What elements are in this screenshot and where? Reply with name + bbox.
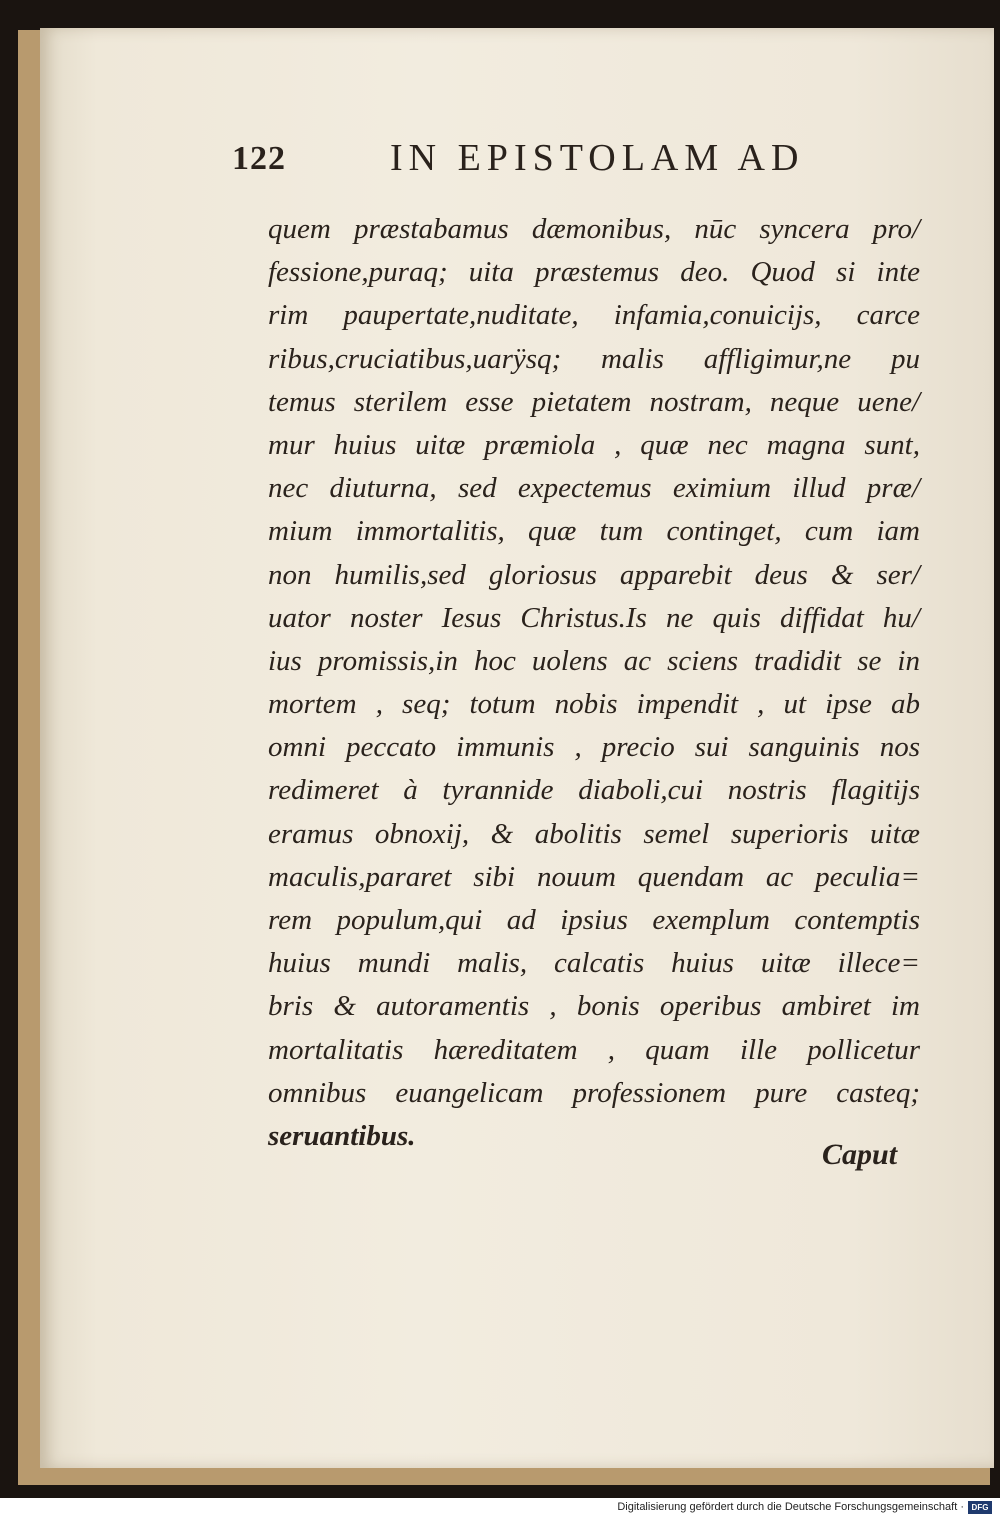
text-line: ribus,cruciatibus,uarÿsq; malis affligimur,ne pu <box>268 342 920 375</box>
footer-bar <box>0 1498 1000 1518</box>
text-line: nec diuturna, sed expectemus eximium illud præ/ <box>268 472 920 505</box>
text-line: mium immortalitis, quæ tum continget, cum iam <box>268 515 920 548</box>
running-head <box>232 136 872 186</box>
text-line: maculis,pararet sibi nouum quendam ac peculia= <box>268 860 920 893</box>
text-line: bris & autoramentis , bonis operibus ambiret im <box>268 990 920 1023</box>
text-line: mur huius uitæ præmiola , quæ nec magna sunt, <box>268 428 920 461</box>
text-line: non humilis,sed gloriosus apparebit deus & ser/ <box>268 558 920 591</box>
dfg-logo: DFG <box>968 1501 992 1514</box>
text-line: omni peccato immunis , precio sui sanguinis nos <box>268 731 920 764</box>
text-line: temus sterilem esse pietatem nostram, neque uene/ <box>268 385 920 418</box>
text-line: seruantibus. <box>268 1119 416 1152</box>
text-line: mortalitatis hæreditatem , quam ille pollicetur <box>268 1033 920 1066</box>
text-line: eramus obnoxij, & abolitis semel superioris uitæ <box>268 817 920 850</box>
page-number: 122 <box>232 140 286 177</box>
text-line: uator noster Iesus Christus.Is ne quis diffidat hu/ <box>268 601 920 634</box>
funding-credit: Digitalisierung gefördert durch die Deutsche Forschungsgemeinschaft · <box>617 1501 964 1513</box>
text-line: quem præstabamus dæmonibus, nūc syncera pro/ <box>268 213 920 245</box>
text-line: omnibus euangelicam professionem pure casteq; <box>268 1076 920 1109</box>
text-line: fessione,puraq; uita præstemus deo. Quod si inte <box>268 256 920 289</box>
text-line: redimeret à tyrannide diaboli,cui nostris flagitijs <box>268 774 920 807</box>
text-line: rem populum,qui ad ipsius exemplum contemptis <box>268 904 920 936</box>
running-head-title: IN EPISTOLAM AD <box>390 137 805 179</box>
catchword: Caput <box>822 1138 898 1171</box>
text-line: ius promissis,in hoc uolens ac sciens tradidit se in <box>268 644 920 677</box>
text-line: rim paupertate,nuditate, infamia,conuicijs, carce <box>268 299 920 332</box>
text-line: mortem , seq; totum nobis impendit , ut ipse ab <box>268 688 920 721</box>
body-text <box>268 208 920 1158</box>
text-line: huius mundi malis, calcatis huius uitæ illece= <box>268 947 920 980</box>
